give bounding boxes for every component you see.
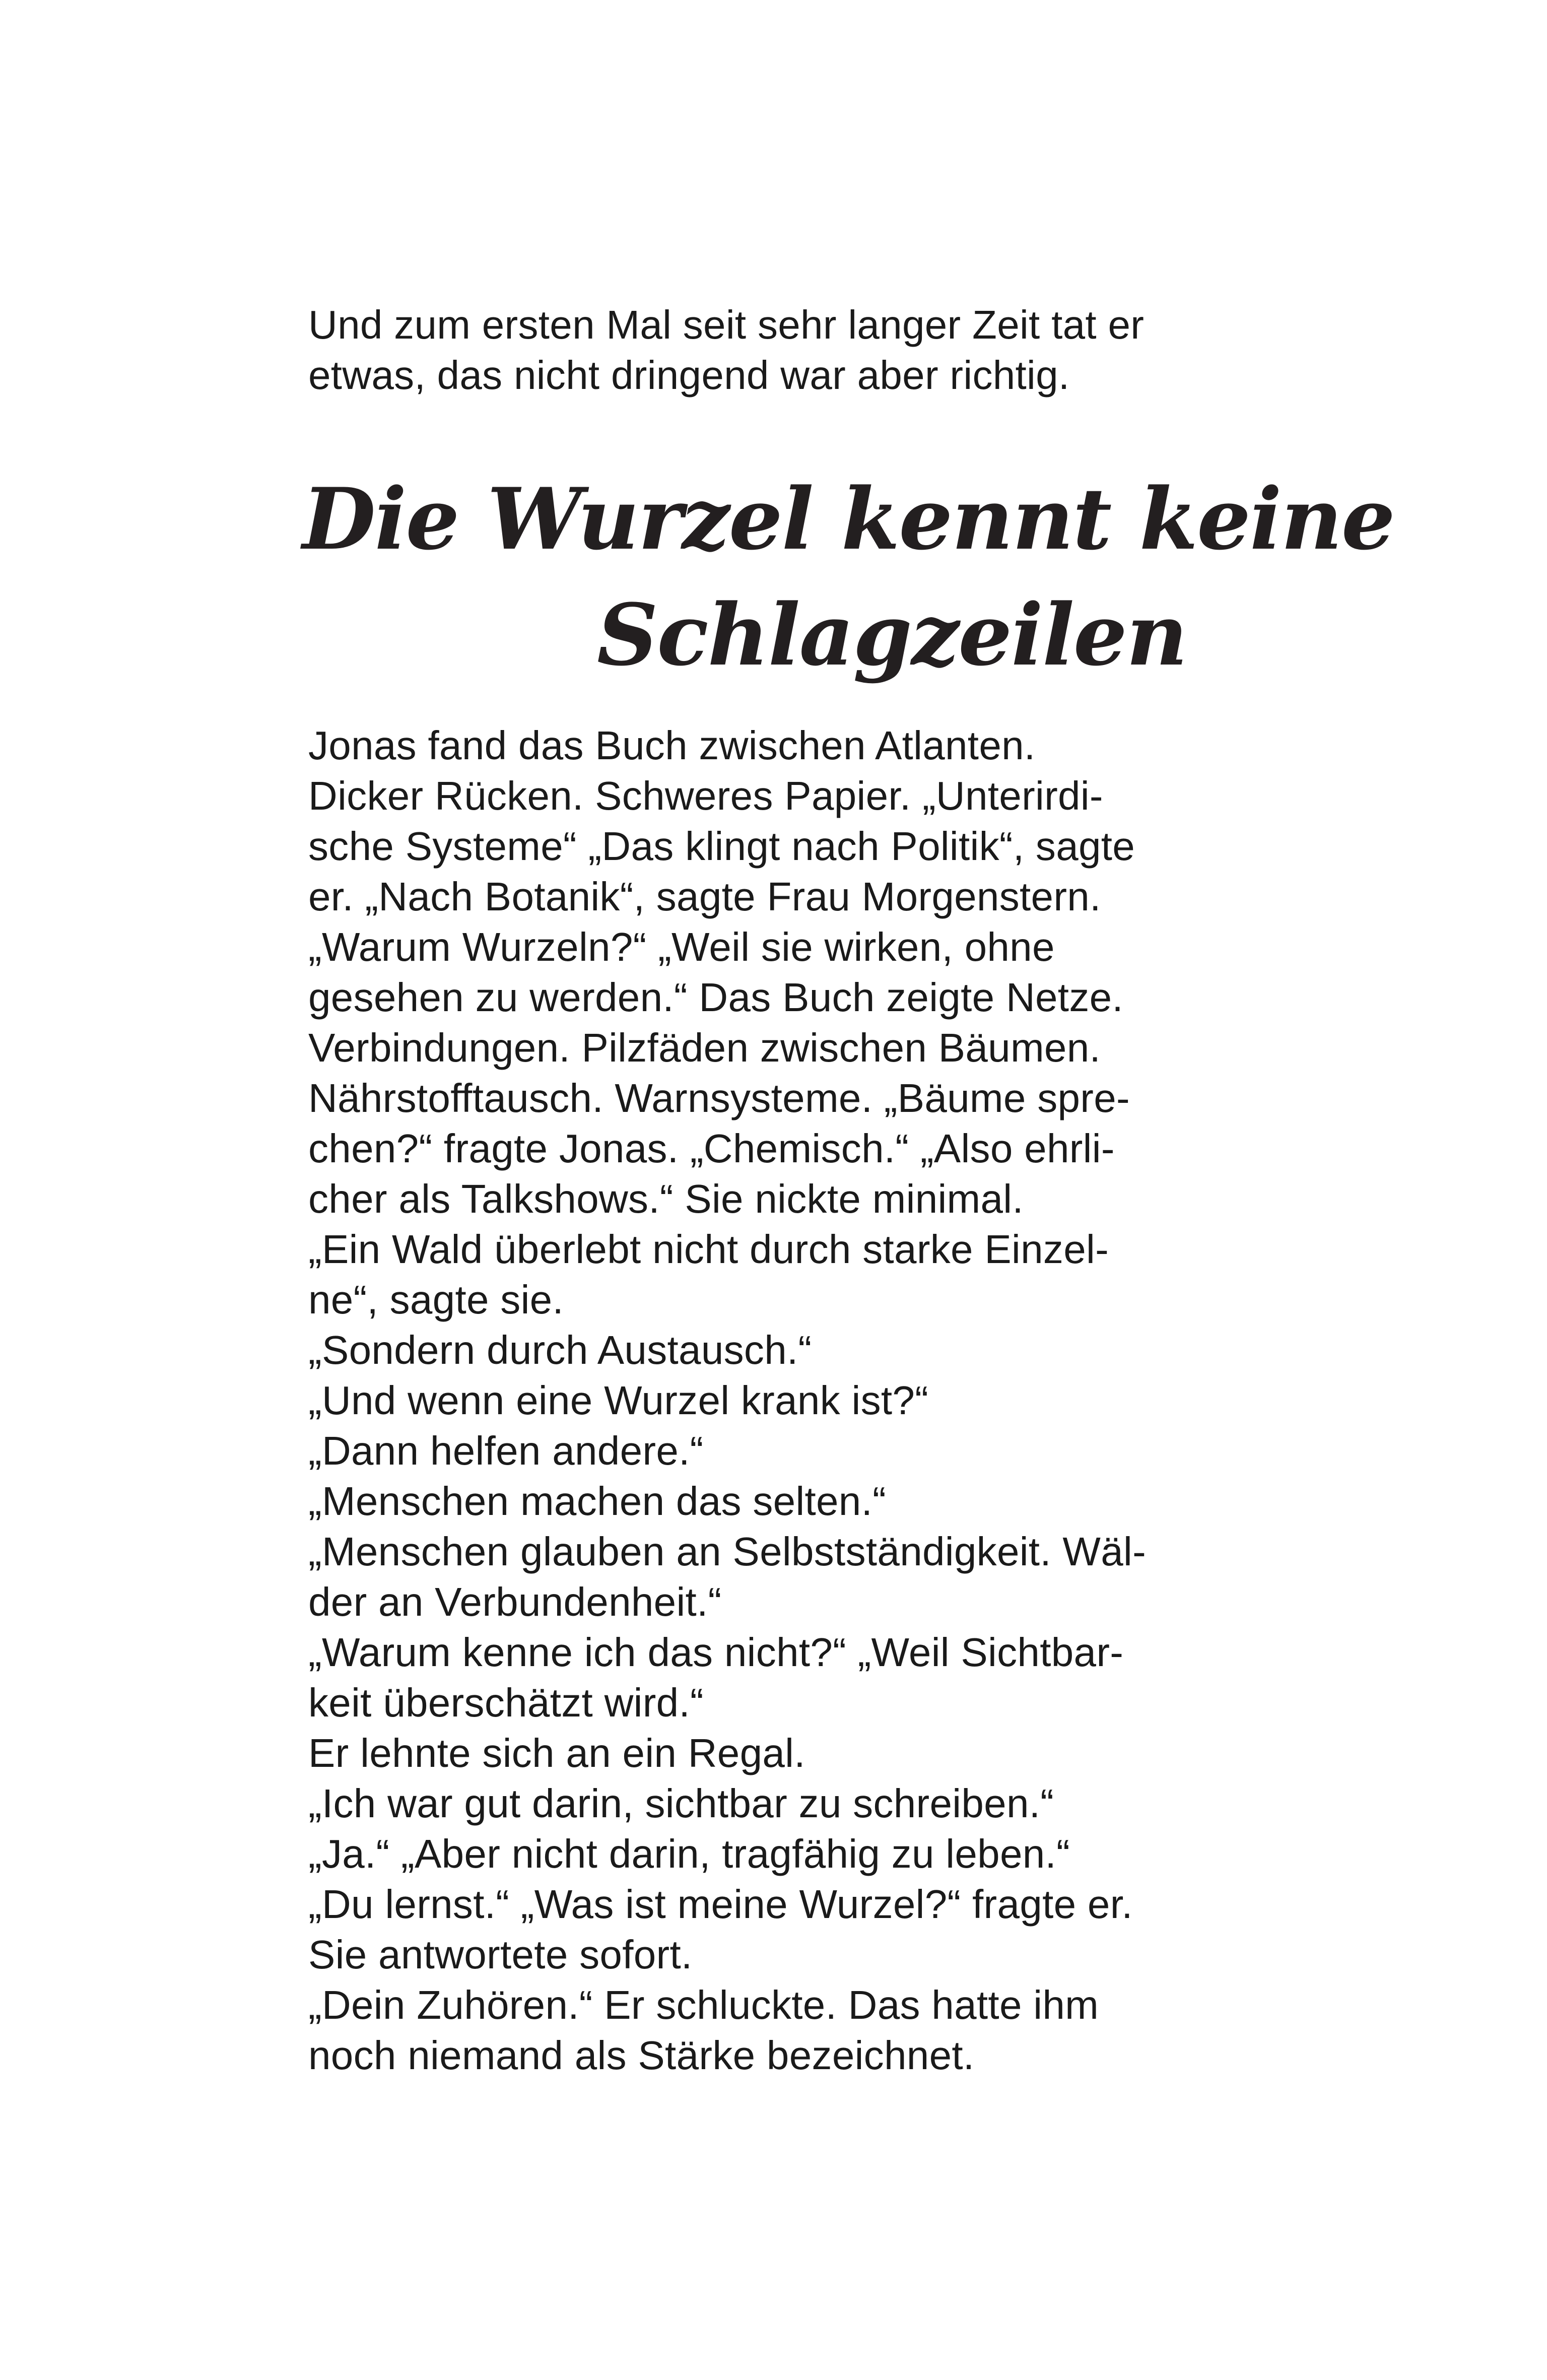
body-line: noch niemand als Stärke bezeichnet. [308, 2033, 975, 2078]
body-line: Nährstofftausch. Warnsysteme. „Bäume spre- [308, 1076, 1130, 1120]
body-line: „Ich war gut darin, sichtbar zu schreiben.“ [308, 1781, 1054, 1826]
body-line: Dicker Rücken. Schweres Papier. „Unterirdi- [308, 773, 1103, 818]
body-line: sche Systeme“ „Das klingt nach Politik“, sagte [308, 824, 1135, 869]
body-line: keit überschätzt wird.“ [308, 1680, 704, 1725]
body-line: „Menschen glauben an Selbstständigkeit. Wäl- [308, 1529, 1147, 1574]
intro-line: Und zum ersten Mal seit sehr langer Zeit tat er [308, 302, 1145, 347]
body-line: er. „Nach Botanik“, sagte Frau Morgenstern. [308, 874, 1101, 919]
body-line: „Und wenn eine Wurzel krank ist?“ [308, 1378, 929, 1423]
body-line: cher als Talkshows.“ Sie nickte minimal. [308, 1176, 1024, 1221]
body-line: Verbindungen. Pilzfäden zwischen Bäumen. [308, 1025, 1101, 1070]
body-line: gesehen zu werden.“ Das Buch zeigte Netze. [308, 975, 1123, 1020]
intro-line: etwas, das nicht dringend war aber richtig. [308, 353, 1070, 398]
body-line: „Warum Wurzeln?“ „Weil sie wirken, ohne [308, 924, 1055, 969]
body-line: „Ja.“ „Aber nicht darin, tragfähig zu leben.“ [308, 1831, 1070, 1876]
chapter-body [308, 720, 1235, 2081]
body-line: „Sondern durch Austausch.“ [308, 1328, 812, 1372]
body-line: chen?“ fragte Jonas. „Chemisch.“ „Also ehrli- [308, 1126, 1115, 1171]
intro-paragraph [308, 300, 1235, 401]
body-line: ne“, sagte sie. [308, 1277, 564, 1322]
chapter-heading-line: Die Wurzel kennt keine [302, 469, 1394, 569]
chapter-heading-line: Schlagzeilen [597, 585, 1187, 685]
body-line: „Ein Wald überlebt nicht durch starke Einzel- [308, 1227, 1109, 1272]
body-line: Jonas fand das Buch zwischen Atlanten. [308, 723, 1036, 768]
body-line: „Dann helfen andere.“ [308, 1428, 704, 1473]
chapter-heading [302, 469, 1394, 700]
body-line: Sie antwortete sofort. [308, 1932, 693, 1977]
body-line: der an Verbundenheit.“ [308, 1579, 722, 1624]
body-line: „Du lernst.“ „Was ist meine Wurzel?“ fragte er. [308, 1882, 1133, 1927]
body-line: „Dein Zuhören.“ Er schluckte. Das hatte ihm [308, 1982, 1099, 2027]
body-line: „Menschen machen das selten.“ [308, 1479, 887, 1524]
body-line: Er lehnte sich an ein Regal. [308, 1731, 805, 1775]
body-line: „Warum kenne ich das nicht?“ „Weil Sichtbar- [308, 1630, 1124, 1675]
